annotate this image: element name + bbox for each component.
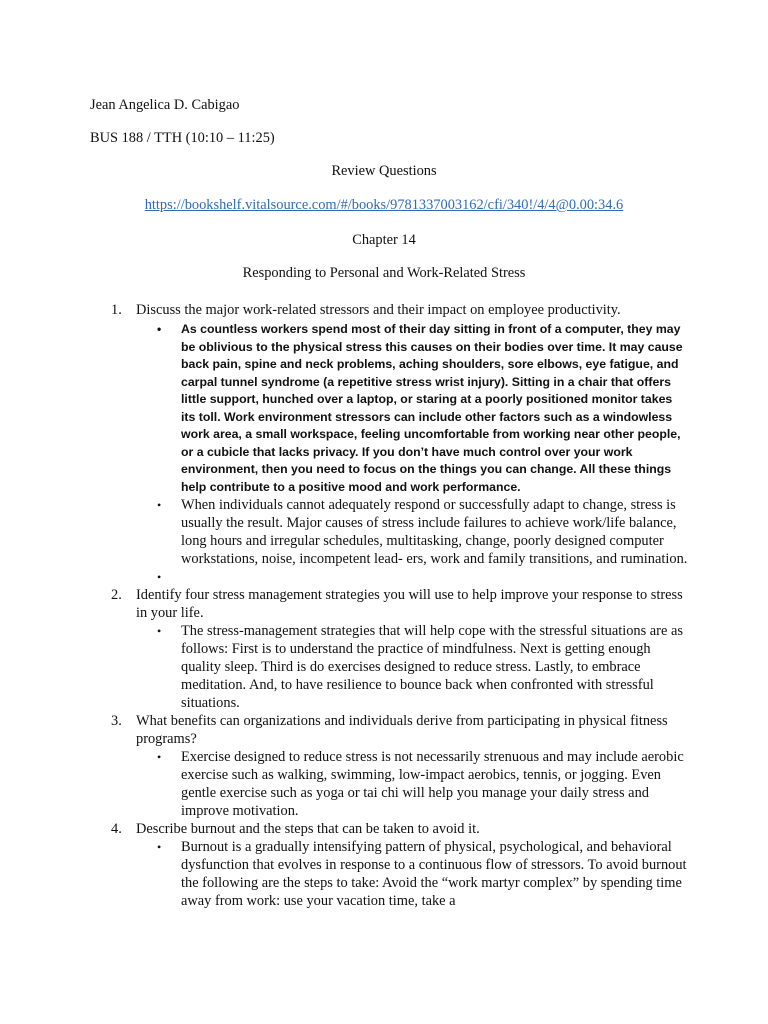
answer-item xyxy=(157,748,688,820)
question-item xyxy=(108,712,688,820)
bullet-icon: • xyxy=(157,750,162,764)
question-number: 4. xyxy=(111,821,122,837)
bullet-icon: • xyxy=(157,570,162,584)
course-info: BUS 188 / TTH (10:10 – 11:25) xyxy=(90,130,275,146)
question-list xyxy=(108,301,688,910)
question-item xyxy=(108,820,688,910)
answer-list xyxy=(136,321,688,586)
answer-text: Exercise designed to reduce stress is not necessarily strenuous and may include aerobic exercise such as walking, swimming, low-impact aerobics, tennis, or jogging. Even gentle exercise such as yoga or tai chi will help you manage your daily stress and improve motivation. xyxy=(181,749,684,819)
question-number: 1. xyxy=(111,302,122,318)
answer-text: Burnout is a gradually intensifying pattern of physical, psychological, and behavioral dysfunction that evolves in response to a continuous flow of stressors. To avoid burnout the following are the steps to take: Avoid the “work martyr complex” by spending time away from work: use your vacation time, take a xyxy=(181,839,687,909)
answer-text: When individuals cannot adequately respond or successfully adapt to change, stress is usually the result. Major causes of stress include failures to achieve work/life balance, long hours and irregular schedules, multitasking, change, poorly designed computer workstations, noise, incompetent lead- ers, work and family transitions, and rumination. xyxy=(181,497,688,567)
bullet-icon: • xyxy=(157,624,162,638)
answer-list xyxy=(136,622,688,712)
answer-item xyxy=(157,321,688,496)
answer-item xyxy=(157,838,688,910)
answer-list xyxy=(136,748,688,820)
question-item xyxy=(108,301,688,586)
document-title: Review Questions xyxy=(331,163,437,179)
source-link-row xyxy=(0,196,768,214)
bullet-icon: • xyxy=(157,498,162,512)
chapter-label: Chapter 14 xyxy=(352,232,416,248)
bullet-icon: • xyxy=(157,840,162,854)
answer-list xyxy=(136,838,688,910)
question-text: What benefits can organizations and individuals derive from participating in physical fitness programs? xyxy=(136,713,668,747)
answer-item-empty xyxy=(157,568,688,586)
question-text: Describe burnout and the steps that can be taken to avoid it. xyxy=(136,821,480,837)
answer-item xyxy=(157,622,688,712)
question-number: 3. xyxy=(111,713,122,729)
bullet-icon: • xyxy=(157,322,162,336)
answer-text: As countless workers spend most of their day sitting in front of a computer, they may be oblivious to the physical stress this causes on their bodies over time. It may cause back pain, spine and neck problems, aching shoulders, sore elbows, eye fatigue, and carpal tunnel syndrome (a repetitive stress wrist injury). Sitting in a chair that offers little support, hunched over a laptop, or staring at a poorly positioned monitor takes its toll. Work environment stressors can include other factors such as a windowless work area, a small workspace, feeling uncomfortable from working near other people, or a cubicle that lacks privacy. If you don’t have much control over your work environment, then you need to focus on the things you can change. All these things help contribute to a positive mood and work performance. xyxy=(181,322,683,494)
answer-text: The stress-management strategies that will help cope with the stressful situations are as follows: First is to understand the practice of mindfulness. Next is getting enough quality sleep. Third is do exercises designed to reduce stress. Lastly, to embrace meditation. And, to have resilience to bounce back when confronted with stressful situations. xyxy=(181,623,683,711)
author-name: Jean Angelica D. Cabigao xyxy=(90,97,240,113)
question-text: Identify four stress management strategies you will use to help improve your response to stress in your life. xyxy=(136,587,683,621)
question-text: Discuss the major work-related stressors and their impact on employee productivity. xyxy=(136,302,621,318)
question-number: 2. xyxy=(111,587,122,603)
source-link[interactable]: https://bookshelf.vitalsource.com/#/books/9781337003162/cfi/340!/4/4@0.00:34.6 xyxy=(144,197,624,213)
answer-item xyxy=(157,496,688,568)
question-item xyxy=(108,586,688,712)
chapter-subtitle: Responding to Personal and Work-Related Stress xyxy=(242,265,526,281)
